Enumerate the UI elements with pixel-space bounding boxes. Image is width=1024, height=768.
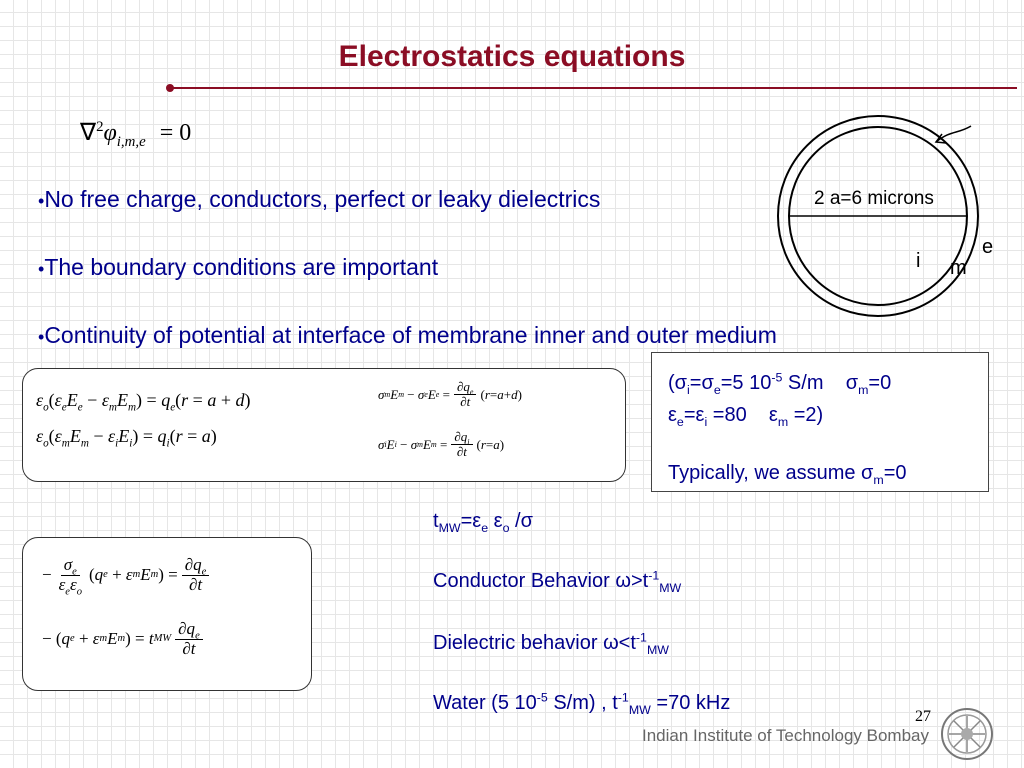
mw-sub: MW — [438, 521, 461, 535]
mw-text: Dielectric behavior ω<t — [433, 632, 636, 654]
mw-text: =ε — [460, 510, 482, 532]
params-sub: m — [873, 473, 884, 487]
bullet-text: Continuity of potential at interface of membrane inner and outer medium — [44, 322, 777, 348]
params-text: ε — [668, 404, 677, 426]
params-text: =2) — [788, 404, 824, 426]
bullet-marker: • — [38, 191, 45, 211]
mw-text: S/m) , t — [547, 692, 618, 714]
bullet-text: No free charge, conductors, perfect or leaky dielectrics — [44, 186, 601, 212]
params-text: Typically, we assume σ — [668, 462, 874, 484]
potential-eq-1: $\varepsilon_o(\varepsilon_eE_e - \varepsilon_mE_m) = q_e(r = a + d)$ — [36, 390, 251, 414]
label-membrane: m — [950, 257, 967, 279]
mw-sub: MW — [646, 643, 669, 657]
params-line-3 — [668, 462, 907, 485]
params-text: =0 — [883, 462, 907, 484]
params-text: =0 — [868, 372, 892, 394]
params-line-1: ($\sigma_i=\sigma_e=5$ $10^{-5}$ S/m $\sigma_m=0$ — [668, 370, 892, 397]
params-exp: -5 — [771, 370, 783, 385]
mw-text: t — [433, 510, 439, 532]
phi-symbol: φ — [103, 120, 117, 146]
boundary-conditions-box — [22, 368, 626, 482]
params-text: σ — [845, 372, 859, 394]
mw-sub: MW — [628, 703, 651, 717]
mw-exp: -5 — [536, 690, 548, 705]
bullet-marker: • — [38, 259, 45, 279]
bullet-text: The boundary conditions are important — [44, 254, 439, 280]
phi-subscript: i,m,e — [116, 133, 146, 150]
laplace-equation — [80, 118, 192, 150]
params-text: =5 10 — [720, 372, 772, 394]
slide-title: Electrostatics equations — [338, 40, 686, 73]
params-text: =80 — [707, 404, 747, 426]
mw-exp: -1 — [635, 630, 647, 645]
potential-eq-2: $\varepsilon_o(\varepsilon_mE_m - \varepsilon_iE_i) = q_i(r = a)$ — [36, 426, 217, 450]
page-number: 27 — [915, 708, 931, 725]
params-text: ε — [768, 404, 778, 426]
params-text: (σ — [668, 372, 688, 394]
mw-exp: -1 — [617, 690, 629, 705]
nabla-symbol: ∇ — [80, 120, 97, 146]
current-eq-1: σ m E m − σ e E e = $\frac{\partial q_e}{\partial t}$ ( r = a + d ) — [378, 379, 522, 410]
diameter-label: 2 a=6 microns — [814, 188, 934, 209]
nabla-power: 2 — [96, 119, 104, 135]
bullet-marker: • — [38, 327, 45, 347]
title-rule-line — [172, 87, 1017, 89]
label-inner: i — [916, 250, 921, 272]
tmw-definition: $t_{MW}=\varepsilon_e$ $\varepsilon_o$ /σ — [433, 510, 533, 535]
label-external: e — [982, 236, 994, 258]
current-eq-2: σ i E i − σ m E m = $\frac{\partial q_i}{\partial t}$ ( r = a ) — [378, 429, 505, 460]
iit-bombay-logo-icon — [934, 706, 1000, 762]
mw-text: /σ — [509, 510, 533, 532]
params-text: =ε — [683, 404, 705, 426]
institution-name: Indian Institute of Technology Bombay — [642, 726, 929, 745]
params-line-2: $\varepsilon_e=\varepsilon_i =80$ $\varepsilon_m =2$) — [668, 404, 824, 429]
bullet-1 — [38, 186, 600, 213]
cell-diagram — [766, 112, 996, 332]
mw-text: Conductor Behavior ω>t — [433, 570, 649, 592]
relaxation-eq-1: − $\frac{\sigma_e}{\varepsilon_e\varepsilon_o}$ ( q e + ε m E m ) = $\frac{\partial q_e}{\partial t}$ — [42, 556, 213, 594]
params-text: =σ — [689, 372, 714, 394]
dielectric-behavior — [433, 632, 669, 655]
mw-exp: -1 — [648, 568, 660, 583]
relaxation-eq-2: − ( q e + ε m E m ) = t MW $\frac{\partial q_e}{\partial t}$ — [42, 620, 207, 658]
mw-text: ε — [488, 510, 503, 532]
mw-sub: MW — [659, 581, 682, 595]
mw-text: =70 kHz — [650, 692, 731, 714]
bullet-2 — [38, 254, 438, 281]
bullet-3 — [38, 322, 777, 349]
params-text: S/m — [782, 372, 824, 394]
laplace-rhs: = 0 — [159, 120, 192, 146]
conductor-behavior — [433, 570, 681, 593]
mw-text: Water (5 10 — [433, 692, 537, 714]
water-example — [433, 692, 730, 715]
